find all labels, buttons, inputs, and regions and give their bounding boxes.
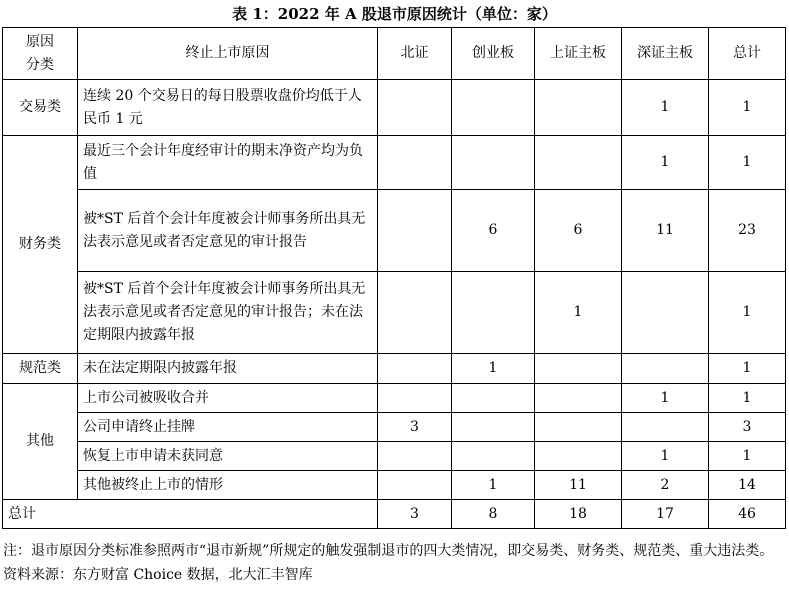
value-sh	[535, 442, 622, 471]
value-sh	[535, 354, 622, 384]
value-sz: 1	[622, 442, 709, 471]
group-finance: 财务类	[3, 136, 78, 354]
value-sh: 6	[535, 190, 622, 272]
reason-cell: 上市公司被吸收合并	[78, 384, 378, 413]
value-total: 14	[709, 471, 786, 500]
group-trade: 交易类	[3, 80, 78, 136]
value-bz	[378, 354, 452, 384]
header-category: 原因 分类	[3, 28, 78, 80]
group-norm: 规范类	[3, 354, 78, 384]
table-row	[3, 471, 786, 500]
value-bz	[378, 272, 452, 354]
total-sh: 18	[535, 500, 622, 529]
value-sz: 1	[622, 136, 709, 190]
value-bz	[378, 471, 452, 500]
value-sz: 1	[622, 384, 709, 413]
table-title: 表 1：2022 年 A 股退市原因统计（单位：家）	[232, 5, 557, 23]
reason-cell: 公司申请终止挂牌	[78, 413, 378, 442]
value-sz	[622, 272, 709, 354]
total-cyb: 8	[452, 500, 535, 529]
totals-label: 总计	[3, 500, 378, 529]
value-sz: 1	[622, 80, 709, 136]
value-cyb	[452, 384, 535, 413]
table-row	[3, 136, 786, 190]
value-total: 1	[709, 80, 786, 136]
header-reason: 终止上市原因	[78, 28, 378, 80]
reason-cell: 未在法定期限内披露年报	[78, 354, 378, 384]
value-sh	[535, 136, 622, 190]
value-cyb	[452, 272, 535, 354]
table-row	[3, 190, 786, 272]
footnote	[3, 539, 787, 587]
value-sh: 11	[535, 471, 622, 500]
value-cyb: 6	[452, 190, 535, 272]
total-bz: 3	[378, 500, 452, 529]
value-cyb: 1	[452, 354, 535, 384]
value-bz	[378, 190, 452, 272]
reason-cell: 恢复上市申请未获同意	[78, 442, 378, 471]
reason-cell: 被*ST 后首个会计年度被会计师事务所出具无法表示意见或者否定意见的审计报告	[78, 190, 378, 272]
value-cyb	[452, 136, 535, 190]
value-sh	[535, 413, 622, 442]
totals-row	[3, 500, 786, 529]
value-cyb	[452, 442, 535, 471]
value-cyb: 1	[452, 471, 535, 500]
value-total: 1	[709, 354, 786, 384]
total-all: 46	[709, 500, 786, 529]
header-row	[3, 28, 786, 80]
value-sz	[622, 413, 709, 442]
value-total: 1	[709, 136, 786, 190]
header-bz: 北证	[378, 28, 452, 80]
value-cyb	[452, 80, 535, 136]
value-bz	[378, 384, 452, 413]
value-cyb	[452, 413, 535, 442]
value-sz: 11	[622, 190, 709, 272]
value-bz	[378, 442, 452, 471]
value-bz: 3	[378, 413, 452, 442]
reason-cell: 被*ST 后首个会计年度被会计师事务所出具无法表示意见或者否定意见的审计报告；未在法定期限内披露年报	[78, 272, 378, 354]
table-row	[3, 413, 786, 442]
value-total: 1	[709, 272, 786, 354]
reason-cell: 最近三个会计年度经审计的期末净资产均为负值	[78, 136, 378, 190]
header-sh: 上证主板	[535, 28, 622, 80]
header-total: 总计	[709, 28, 786, 80]
delisting-table	[2, 27, 786, 529]
value-bz	[378, 80, 452, 136]
value-sz: 2	[622, 471, 709, 500]
value-bz	[378, 136, 452, 190]
table-row	[3, 384, 786, 413]
reason-cell: 连续 20 个交易日的每日股票收盘价均低于人民币 1 元	[78, 80, 378, 136]
header-cyb: 创业板	[452, 28, 535, 80]
value-sh	[535, 80, 622, 136]
table-row	[3, 272, 786, 354]
source-text: 资料来源：东方财富 Choice 数据，北大汇丰智库	[3, 567, 313, 583]
value-total: 23	[709, 190, 786, 272]
note-text: 注：退市原因分类标准参照两市“退市新规”所规定的触发强制退市的四大类情况，即交易类、财务类、规范类、重大违法类。	[3, 543, 774, 559]
group-other: 其他	[3, 384, 78, 500]
value-sh: 1	[535, 272, 622, 354]
value-sz	[622, 354, 709, 384]
value-total: 1	[709, 442, 786, 471]
table-row	[3, 442, 786, 471]
header-sz: 深证主板	[622, 28, 709, 80]
table-row	[3, 354, 786, 384]
table-row	[3, 80, 786, 136]
value-total: 3	[709, 413, 786, 442]
reason-cell: 其他被终止上市的情形	[78, 471, 378, 500]
total-sz: 17	[622, 500, 709, 529]
value-total: 1	[709, 384, 786, 413]
value-sh	[535, 384, 622, 413]
